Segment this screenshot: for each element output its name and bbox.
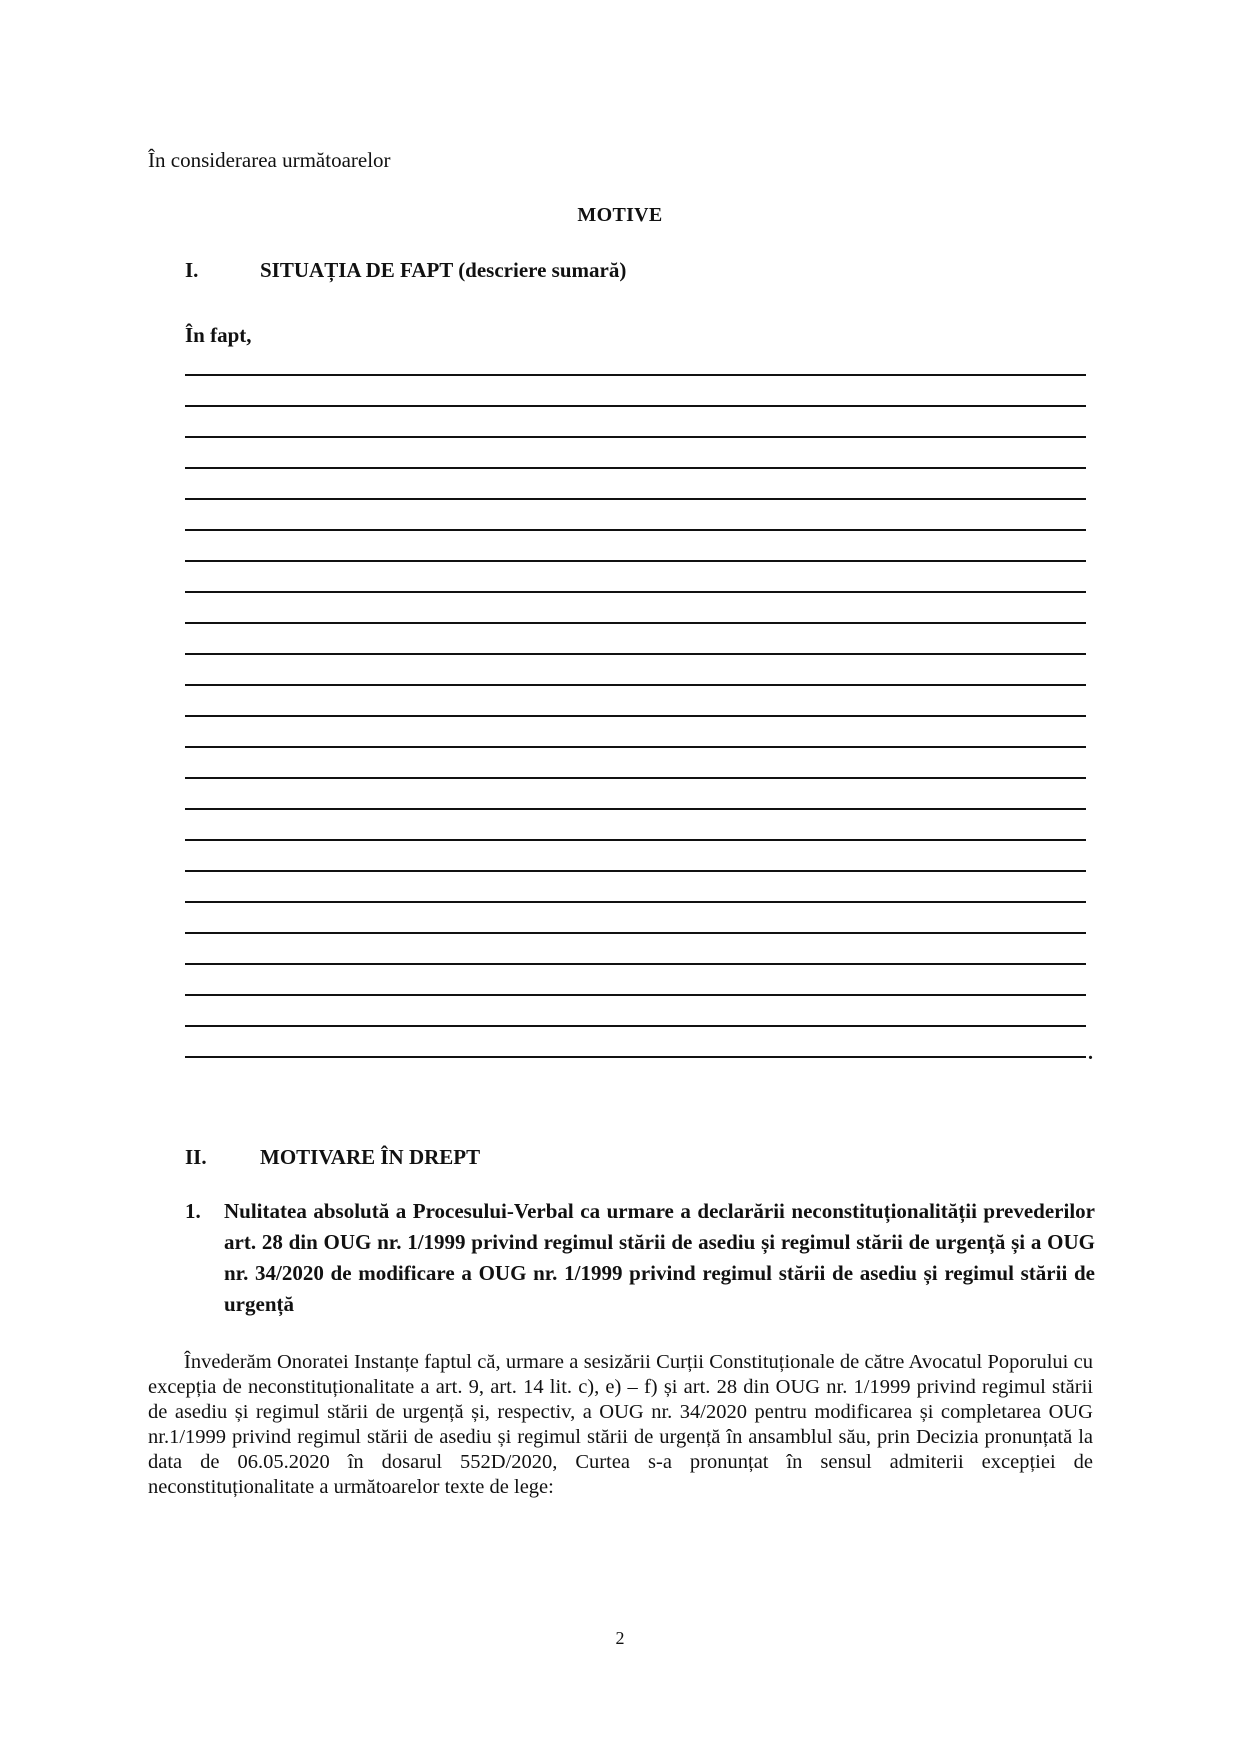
- facts-lead: În fapt,: [185, 323, 252, 347]
- blank-line[interactable]: [185, 405, 1086, 436]
- blank-line[interactable]: [185, 994, 1086, 1025]
- blank-line[interactable]: [185, 467, 1086, 498]
- section-2-number: II.: [185, 1145, 207, 1169]
- blank-line[interactable]: [185, 529, 1086, 560]
- blank-line[interactable]: [185, 839, 1086, 870]
- body-paragraph: Învederăm Onoratei Instanțe faptul că, urmare a sesizării Curții Constituționale de către Avocatul Poporului cu excepția de neconstituționalitate a art. 9, art. 14 lit. c), e) – f) și art. 28 din OUG nr. 1/1999 privind regimul stării de asediu și regimul stării de urgență și, respectiv, a OUG nr. 34/2020 pentru modificarea și completarea OUG nr.1/1999 privind regimul stării de asediu și regimul stării de urgență în ansamblul său, prin Decizia pronunțată la data de 06.05.2020 în dosarul 552D/2020, Curtea s-a pronunțat în sensul admiterii excepției de neconstituționalitate a următoarelor texte de lege:: [148, 1351, 1093, 1498]
- blank-line[interactable]: [185, 777, 1086, 808]
- blank-line[interactable]: [185, 808, 1086, 839]
- blank-line[interactable]: [185, 1025, 1086, 1056]
- blank-line[interactable]: [185, 932, 1086, 963]
- section-2-title: MOTIVARE ÎN DREPT: [260, 1145, 481, 1169]
- blank-line[interactable]: [185, 963, 1086, 994]
- legal-item-1: [185, 1196, 1095, 1320]
- blank-line[interactable]: [185, 901, 1086, 932]
- intro-text: În considerarea următoarelor: [148, 148, 391, 172]
- blank-line[interactable]: [185, 622, 1086, 653]
- page-number: 2: [615, 1628, 625, 1648]
- blank-line[interactable]: [185, 374, 1086, 405]
- section-1-title: SITUAȚIA DE FAPT (descriere sumară): [260, 258, 627, 282]
- blank-line[interactable]: [185, 436, 1086, 467]
- blank-line[interactable]: [185, 746, 1086, 777]
- motive-heading: MOTIVE: [577, 204, 663, 226]
- blank-line[interactable]: [185, 715, 1086, 746]
- blank-line[interactable]: [185, 498, 1086, 529]
- legal-item-1-number: 1.: [185, 1199, 201, 1223]
- blank-line[interactable]: [185, 1042, 1093, 1087]
- blank-line[interactable]: [185, 870, 1086, 901]
- legal-item-1-title: Nulitatea absolută a Procesului-Verbal ca urmare a declarării neconstituționalității prevederilor art. 28 din OUG nr. 1/1999 privind regimul stării de asediu și regimul stării de urgență și a OUG nr. 34/2020 de modificare a OUG nr. 1/1999 privind regimul stării de asediu și regimul stării de urgență: [224, 1199, 1095, 1316]
- blank-line[interactable]: [185, 653, 1086, 684]
- blank-line[interactable]: [185, 591, 1086, 622]
- blank-line[interactable]: [185, 684, 1086, 715]
- facts-blank-lines[interactable]: [185, 374, 1093, 1087]
- section-1-number: I.: [185, 258, 199, 282]
- blank-line-end-mark: .: [1088, 1042, 1093, 1064]
- blank-line[interactable]: [185, 560, 1086, 591]
